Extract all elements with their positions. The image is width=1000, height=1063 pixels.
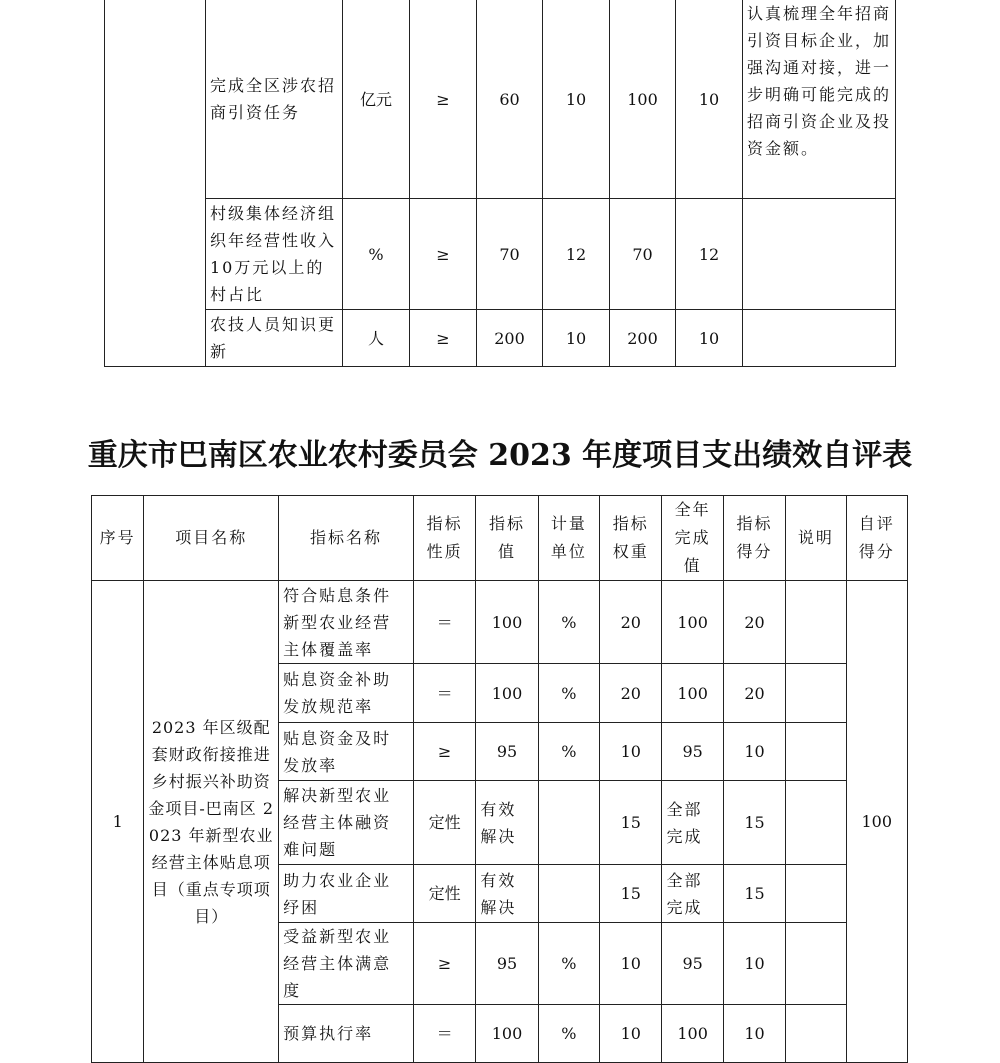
header-nature: 指标性质 [413, 496, 475, 581]
table-row [105, 0, 896, 199]
target-value: 200 [477, 310, 543, 367]
header-row [92, 496, 908, 581]
target-value: 60 [477, 0, 543, 199]
indicator-name: 预算执行率 [279, 1005, 414, 1063]
score: 10 [723, 723, 785, 781]
note [786, 723, 846, 781]
note [786, 865, 846, 923]
actual-value: 95 [662, 723, 723, 781]
unit: % [538, 1005, 599, 1063]
table-row [105, 199, 896, 310]
empty-category-cell [105, 0, 206, 367]
weight: 20 [600, 664, 662, 723]
actual-value: 70 [610, 199, 676, 310]
header-weight: 指标权重 [600, 496, 662, 581]
score: 20 [723, 664, 785, 723]
unit: 亿元 [343, 0, 410, 199]
weight: 10 [600, 723, 662, 781]
indicator-nature: 定性 [413, 781, 475, 865]
header-seq: 序号 [92, 496, 144, 581]
indicator-name: 贴息资金及时发放率 [279, 723, 414, 781]
actual-value: 100 [662, 581, 723, 664]
actual-value: 100 [662, 1005, 723, 1063]
actual-value: 95 [662, 923, 723, 1005]
indicator-name: 农技人员知识更新 [206, 310, 343, 367]
table-row [92, 581, 908, 664]
unit: % [538, 923, 599, 1005]
indicator-name: 贴息资金补助发放规范率 [279, 664, 414, 723]
project-name: 2023 年区级配套财政衔接推进乡村振兴补助资金项目-巴南区 2023 年新型农业经营主体贴息项目（重点专项项目） [144, 581, 279, 1063]
actual-value: 全部完成 [662, 865, 723, 923]
weight: 10 [543, 310, 610, 367]
actual-value: 全部完成 [662, 781, 723, 865]
unit: % [538, 664, 599, 723]
indicator-value: 95 [476, 723, 538, 781]
indicator-nature: 定性 [413, 865, 475, 923]
operator: ≥ [410, 0, 477, 199]
unit: % [538, 581, 599, 664]
page-title: 重庆市巴南区农业农村委员会 2023 年度项目支出绩效自评表 [87, 438, 913, 473]
score: 12 [676, 199, 743, 310]
note [786, 581, 846, 664]
indicator-name: 解决新型农业经营主体融资难问题 [279, 781, 414, 865]
note [786, 1005, 846, 1063]
note [786, 664, 846, 723]
score: 15 [723, 865, 785, 923]
unit: % [343, 199, 410, 310]
self-evaluation-table [91, 495, 908, 1063]
operator: ≥ [410, 310, 477, 367]
unit [538, 865, 599, 923]
indicator-value: 有效解决 [476, 781, 538, 865]
indicator-name: 完成全区涉农招商引资任务 [206, 0, 343, 199]
indicator-value: 100 [476, 1005, 538, 1063]
indicator-nature: ＝ [413, 581, 475, 664]
note [743, 310, 896, 367]
indicator-name: 受益新型农业经营主体满意度 [279, 923, 414, 1005]
top-continuation-table [104, 0, 896, 367]
weight: 20 [600, 581, 662, 664]
score: 10 [723, 923, 785, 1005]
self-score: 100 [846, 581, 907, 1063]
score: 10 [723, 1005, 785, 1063]
indicator-name: 符合贴息条件新型农业经营主体覆盖率 [279, 581, 414, 664]
indicator-name: 助力农业企业纾困 [279, 865, 414, 923]
weight: 10 [600, 1005, 662, 1063]
weight: 15 [600, 865, 662, 923]
note: 认真梳理全年招商引资目标企业，加强沟通对接，进一步明确可能完成的招商引资企业及投资金额。 [743, 0, 896, 199]
header-value: 指标值 [476, 496, 538, 581]
header-self-score: 自评得分 [846, 496, 907, 581]
header-score: 指标得分 [723, 496, 785, 581]
weight: 10 [600, 923, 662, 1005]
weight: 10 [543, 0, 610, 199]
note [786, 923, 846, 1005]
score: 10 [676, 310, 743, 367]
header-unit: 计量单位 [538, 496, 599, 581]
indicator-nature: ＝ [413, 1005, 475, 1063]
score: 15 [723, 781, 785, 865]
indicator-nature: ＝ [413, 664, 475, 723]
indicator-value: 100 [476, 664, 538, 723]
note [743, 199, 896, 310]
indicator-nature: ≥ [413, 723, 475, 781]
header-actual: 全年完成值 [662, 496, 723, 581]
indicator-nature: ≥ [413, 923, 475, 1005]
indicator-value: 100 [476, 581, 538, 664]
weight: 15 [600, 781, 662, 865]
indicator-value: 95 [476, 923, 538, 1005]
actual-value: 100 [610, 0, 676, 199]
table-row [105, 310, 896, 367]
indicator-name: 村级集体经济组织年经营性收入10万元以上的村占比 [206, 199, 343, 310]
note [786, 781, 846, 865]
header-project: 项目名称 [144, 496, 279, 581]
score: 20 [723, 581, 785, 664]
actual-value: 100 [662, 664, 723, 723]
seq-number: 1 [92, 581, 144, 1063]
actual-value: 200 [610, 310, 676, 367]
header-indicator: 指标名称 [279, 496, 414, 581]
target-value: 70 [477, 199, 543, 310]
weight: 12 [543, 199, 610, 310]
unit: 人 [343, 310, 410, 367]
unit: % [538, 723, 599, 781]
score: 10 [676, 0, 743, 199]
operator: ≥ [410, 199, 477, 310]
unit [538, 781, 599, 865]
header-note: 说明 [786, 496, 846, 581]
indicator-value: 有效解决 [476, 865, 538, 923]
